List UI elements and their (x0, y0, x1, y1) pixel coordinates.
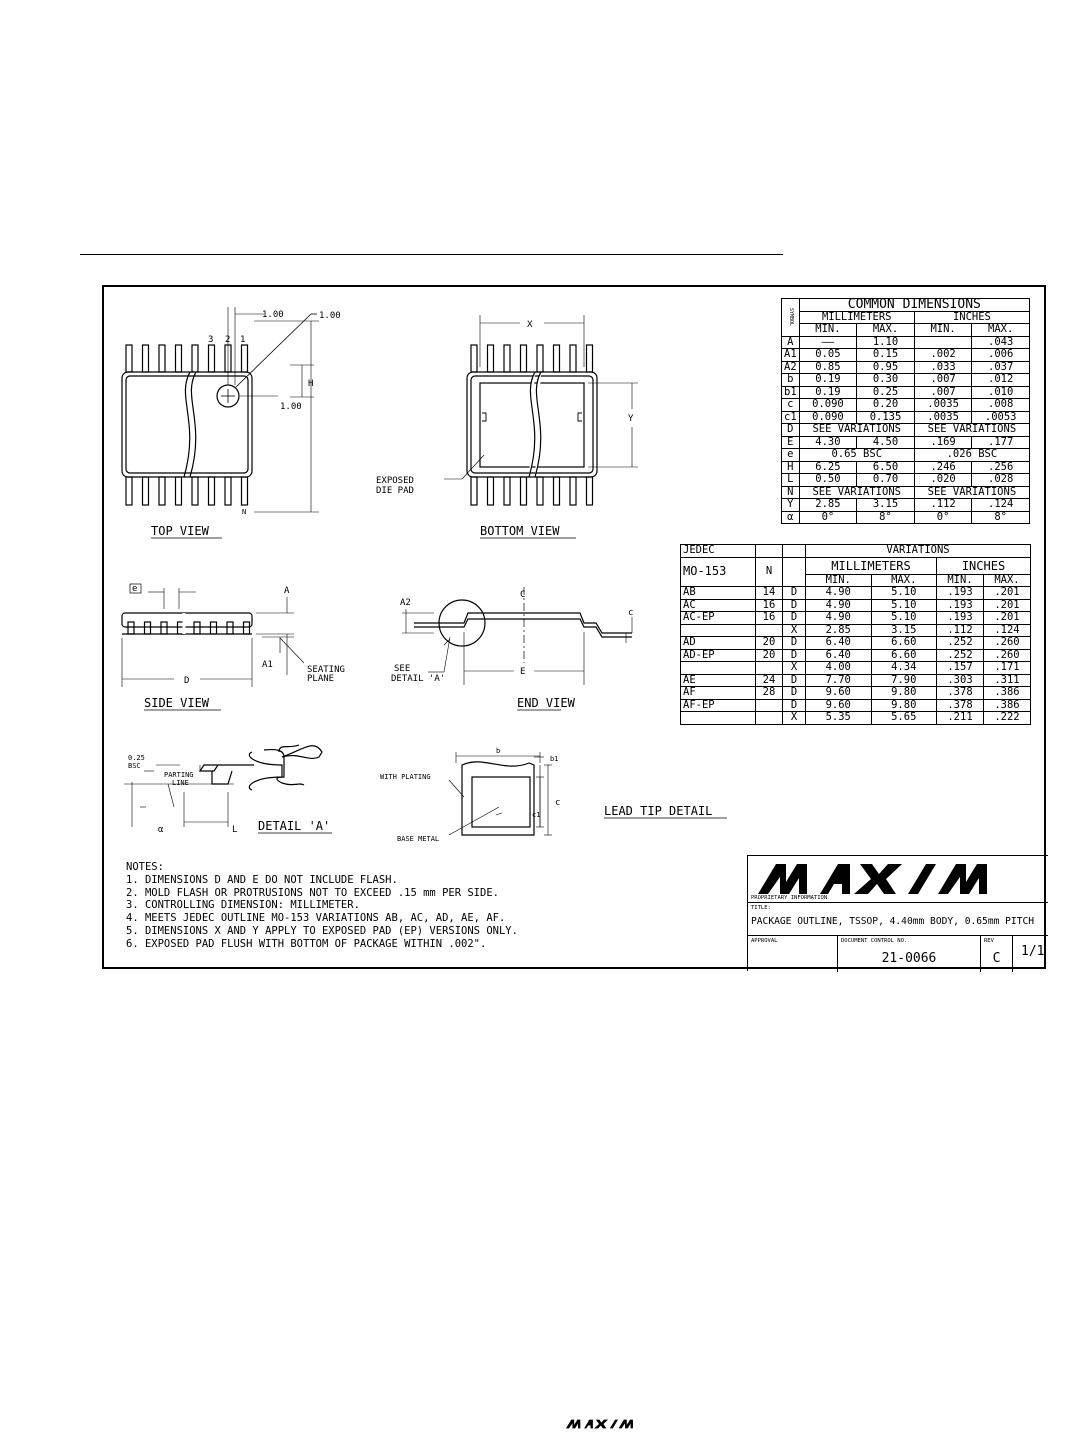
common-row (782, 511, 1030, 524)
dim-symbol-cell: D (783, 699, 806, 712)
mm-min-cell: 0.090 (799, 411, 857, 424)
footer-maxim-logo (566, 1418, 642, 1430)
variation-row (681, 662, 1031, 675)
mm-max-cell: 5.10 (871, 612, 937, 625)
pin-count-cell (756, 624, 783, 637)
mo-153-label: MO-153 (681, 557, 756, 587)
pin-count-cell: 24 (756, 674, 783, 687)
in-min-cell: .002 (914, 349, 972, 362)
dim-symbol-cell: D (783, 674, 806, 687)
mm-min-cell: 5.35 (806, 712, 872, 725)
in-max-cell: .124 (972, 499, 1030, 512)
common-row (782, 474, 1030, 487)
symbol-header: SYMBOL (782, 299, 800, 337)
dim-symbol-cell: D (783, 649, 806, 662)
bsc-label-1: 0.25 (128, 754, 145, 762)
in-min-cell: .157 (937, 662, 984, 675)
rev-label: REV (984, 938, 994, 944)
in-min-cell: .303 (937, 674, 984, 687)
in-min-cell: 0° (914, 511, 972, 524)
pin-n-label: N (242, 508, 247, 516)
symbol-cell: L (782, 474, 800, 487)
variation-row (681, 699, 1031, 712)
in-max-cell: .311 (984, 674, 1031, 687)
dim-e-pitch-label: e (132, 584, 138, 594)
document-control-cell (838, 936, 981, 972)
mm-max-cell: 0.25 (857, 386, 915, 399)
mm-max-cell: 8° (857, 511, 915, 524)
symbol-cell: A (782, 336, 800, 349)
in-min-cell: .169 (914, 436, 972, 449)
in-max-cell: .0053 (972, 411, 1030, 424)
title-block (747, 855, 1048, 971)
mm-max-cell: 0.95 (857, 361, 915, 374)
seating-plane-label-1: SEATING (307, 665, 345, 675)
pin-count-cell: 28 (756, 687, 783, 700)
parting-line-label-1: PARTING (164, 771, 194, 779)
mm-min-cell: 7.70 (806, 674, 872, 687)
exposed-label-2: DIE PAD (376, 486, 414, 496)
n-header: N (756, 557, 783, 587)
pin-count-cell: 20 (756, 637, 783, 650)
variations-table (680, 544, 1031, 725)
dim-symbol-cell: X (783, 712, 806, 725)
base-metal-label: BASE METAL (397, 835, 440, 843)
in-max-cell: .124 (984, 624, 1031, 637)
variant-code-cell: AC-EP (681, 612, 756, 625)
note-item: 4. MEETS JEDEC OUTLINE MO-153 VARIATIONS AB, AC, AD, AE, AF. (126, 912, 506, 925)
common-dimensions-table (781, 298, 1030, 524)
see-detail-label-2: DETAIL 'A' (391, 674, 446, 684)
dim-symbol-cell: X (783, 624, 806, 637)
mm-min-cell: 6.40 (806, 649, 872, 662)
variation-row (681, 674, 1031, 687)
dim-c-lead-label: c (555, 798, 561, 808)
symbol-cell: A2 (782, 361, 800, 374)
mm-max-cell: 3.15 (871, 624, 937, 637)
mm-min-cell: 6.40 (806, 637, 872, 650)
mm-span-cell: 0.65 BSC (799, 449, 914, 462)
dim-1-00-b: 1.00 (319, 311, 341, 321)
variation-row (681, 637, 1031, 650)
common-row (782, 424, 1030, 437)
common-row (782, 336, 1030, 349)
pin-count-cell (756, 712, 783, 725)
see-detail-label-1: SEE (394, 664, 411, 674)
pin-count-cell: 16 (756, 612, 783, 625)
in-max-cell: .201 (984, 612, 1031, 625)
common-mm-header: MILLIMETERS (799, 311, 914, 324)
in-max-cell: .260 (984, 649, 1031, 662)
dim-x-label: X (527, 320, 533, 330)
in-max-cell: .386 (984, 687, 1031, 700)
symbol-cell: b1 (782, 386, 800, 399)
bottom-view-drawing (444, 315, 638, 505)
symbol-cell: e (782, 449, 800, 462)
common-row (782, 449, 1030, 462)
in-max-cell: .012 (972, 374, 1030, 387)
lead-tip-detail-drawing (449, 752, 552, 835)
in-max-cell: .010 (972, 386, 1030, 399)
in-min-cell: .020 (914, 474, 972, 487)
symbol-cell: c1 (782, 411, 800, 424)
centerline-label: C (520, 590, 526, 600)
mm-max-cell: 0.15 (857, 349, 915, 362)
top-view-caption: TOP VIEW (151, 524, 209, 538)
in-min-cell: .378 (937, 687, 984, 700)
lead-tip-caption: LEAD TIP DETAIL (604, 804, 713, 818)
in-max-cell: .028 (972, 474, 1030, 487)
dim-e-label: E (520, 667, 526, 677)
mm-max-cell: 7.90 (871, 674, 937, 687)
in-max-cell: .043 (972, 336, 1030, 349)
mm-max-cell: 9.80 (871, 699, 937, 712)
mm-min-cell: 0° (799, 511, 857, 524)
symbol-cell: N (782, 486, 800, 499)
symbol-cell: Y (782, 499, 800, 512)
in-min-cell: .252 (937, 637, 984, 650)
in-max-cell: .201 (984, 599, 1031, 612)
in-min-cell: .0035 (914, 399, 972, 412)
pin-count-cell (756, 662, 783, 675)
common-in-header: INCHES (914, 311, 1029, 324)
sheet-cell (1013, 936, 1049, 972)
maxim-logo (758, 864, 1018, 894)
in-max-cell: .037 (972, 361, 1030, 374)
dim-c1-label: c1 (532, 811, 541, 819)
var-mm-max: MAX. (871, 574, 937, 587)
common-row (782, 499, 1030, 512)
in-span-cell: .026 BSC (914, 449, 1029, 462)
mm-min-cell: 0.85 (799, 361, 857, 374)
variation-row (681, 687, 1031, 700)
var-in-header: INCHES (937, 557, 1031, 574)
pin-count-cell (756, 699, 783, 712)
in-min-cell: .252 (937, 649, 984, 662)
title-row (748, 903, 1048, 936)
mm-min-cell: 6.25 (799, 461, 857, 474)
mm-min-cell: 0.090 (799, 399, 857, 412)
dim-l-label: L (232, 825, 238, 835)
mm-max-cell: 0.135 (857, 411, 915, 424)
mm-span-cell: SEE VARIATIONS (799, 424, 914, 437)
symbol-cell: D (782, 424, 800, 437)
note-item: 2. MOLD FLASH OR PROTRUSIONS NOT TO EXCEED .15 mm PER SIDE. (126, 886, 499, 899)
mm-min-cell: 2.85 (799, 499, 857, 512)
dim-a1-label: A1 (262, 660, 273, 670)
symbol-cell: H (782, 461, 800, 474)
variant-code-cell: AE (681, 674, 756, 687)
in-min-cell: .193 (937, 612, 984, 625)
symbol-cell: b (782, 374, 800, 387)
in-max-cell: .256 (972, 461, 1030, 474)
seating-plane-label-2: PLANE (307, 674, 335, 684)
sheet-number: 1/1 (1021, 944, 1045, 959)
in-span-cell: SEE VARIATIONS (914, 424, 1029, 437)
dim-a-label: A (284, 586, 290, 596)
mm-min-cell: 0.19 (799, 374, 857, 387)
title-block-logo-row (748, 856, 1048, 903)
header-rule (80, 254, 783, 255)
approval-label: APPROVAL (751, 938, 778, 944)
mm-max-cell: 4.34 (871, 662, 937, 675)
mm-max-cell: 6.60 (871, 637, 937, 650)
in-max-cell: .222 (984, 712, 1031, 725)
variant-code-cell: AC (681, 599, 756, 612)
var-mm-header: MILLIMETERS (806, 557, 937, 574)
mm-min-cell: 0.50 (799, 474, 857, 487)
dim-y-label: Y (628, 414, 634, 424)
in-min-cell: .112 (914, 499, 972, 512)
pin-2-label: 2 (225, 335, 231, 345)
notes-block (126, 861, 518, 951)
dim-a2-label: A2 (400, 598, 411, 608)
mm-min-cell: 2.85 (806, 624, 872, 637)
dim-alpha-label: α (158, 825, 164, 835)
in-max-cell: .201 (984, 587, 1031, 600)
variant-code-cell: AB (681, 587, 756, 600)
mm-min-cell: —— (799, 336, 857, 349)
in-min-cell: .193 (937, 599, 984, 612)
in-min-cell: .193 (937, 587, 984, 600)
dim-b1-label: b1 (550, 755, 559, 763)
variation-row (681, 649, 1031, 662)
bottom-view-caption: BOTTOM VIEW (480, 524, 560, 538)
doc-control-label: DOCUMENT CONTROL NO. (841, 938, 908, 944)
in-max-cell: .177 (972, 436, 1030, 449)
note-item: 1. DIMENSIONS D AND E DO NOT INCLUDE FLASH. (126, 873, 398, 886)
mm-min-cell: 0.05 (799, 349, 857, 362)
common-row (782, 386, 1030, 399)
variant-code-cell (681, 712, 756, 725)
note-item: 3. CONTROLLING DIMENSION: MILLIMETER. (126, 899, 360, 912)
mm-min-cell: 9.60 (806, 687, 872, 700)
approval-cell (748, 936, 838, 972)
package-title: PACKAGE OUTLINE, TSSOP, 4.40mm BODY, 0.65mm PITCH (751, 916, 1035, 927)
in-max-cell: .006 (972, 349, 1030, 362)
in-max-cell: .260 (984, 637, 1031, 650)
dim-h-label: H (308, 379, 314, 389)
symbol-cell: A1 (782, 349, 800, 362)
in-min-cell: .211 (937, 712, 984, 725)
in-span-cell: SEE VARIATIONS (914, 486, 1029, 499)
mm-min-cell: 4.90 (806, 599, 872, 612)
mm-span-cell: SEE VARIATIONS (799, 486, 914, 499)
document-number: 21-0066 (881, 951, 937, 966)
in-min-cell: .007 (914, 386, 972, 399)
pin-count-cell: 14 (756, 587, 783, 600)
in-min-cell: .033 (914, 361, 972, 374)
common-in-min: MIN. (914, 324, 972, 337)
in-min-cell: .246 (914, 461, 972, 474)
in-min-cell: .378 (937, 699, 984, 712)
parting-line-label-2: LINE (172, 779, 189, 787)
dim-b-label: b (496, 747, 501, 755)
common-row (782, 486, 1030, 499)
detail-a-drawing (124, 745, 322, 827)
title-label: TITLE: (751, 905, 771, 911)
in-min-cell: .0035 (914, 411, 972, 424)
common-row (782, 411, 1030, 424)
mm-max-cell: 9.80 (871, 687, 937, 700)
common-row (782, 461, 1030, 474)
mm-max-cell: 5.65 (871, 712, 937, 725)
mm-max-cell: 1.10 (857, 336, 915, 349)
title-bottom-row (748, 936, 1048, 972)
common-title: COMMON DIMENSIONS (799, 299, 1029, 312)
var-in-max: MAX. (984, 574, 1031, 587)
common-row (782, 361, 1030, 374)
variation-row (681, 624, 1031, 637)
mm-min-cell: 9.60 (806, 699, 872, 712)
pin-1-label: 1 (240, 335, 246, 345)
mm-min-cell: 0.19 (799, 386, 857, 399)
package-outline-drawing (102, 285, 1046, 969)
in-max-cell: .008 (972, 399, 1030, 412)
revision-value: C (992, 951, 1001, 966)
variant-code-cell: AD (681, 637, 756, 650)
mm-max-cell: 0.30 (857, 374, 915, 387)
pin-count-cell: 20 (756, 649, 783, 662)
proprietary-label: PROPRIETARY INFORMATION (751, 895, 828, 901)
note-item: 6. EXPOSED PAD FLUSH WITH BOTTOM OF PACKAGE WITHIN .002". (126, 937, 487, 950)
var-in-min: MIN. (937, 574, 984, 587)
mm-min-cell: 4.90 (806, 587, 872, 600)
dim-symbol-cell: D (783, 687, 806, 700)
variant-code-cell (681, 662, 756, 675)
detail-a-caption: DETAIL 'A' (258, 819, 331, 833)
common-in-max: MAX. (972, 324, 1030, 337)
mm-min-cell: 4.90 (806, 612, 872, 625)
end-view-drawing (402, 587, 632, 685)
dim-1-00-c: 1.00 (280, 402, 302, 412)
dim-c-label: c (628, 608, 634, 618)
bsc-label-2: BSC (128, 762, 141, 770)
mm-min-cell: 4.30 (799, 436, 857, 449)
mm-max-cell: 5.10 (871, 587, 937, 600)
common-row (782, 349, 1030, 362)
variation-row (681, 712, 1031, 725)
side-view-caption: SIDE VIEW (144, 696, 210, 710)
variation-row (681, 587, 1031, 600)
variant-code-cell: AF-EP (681, 699, 756, 712)
symbol-cell: c (782, 399, 800, 412)
common-mm-max: MAX. (857, 324, 915, 337)
mm-max-cell: 0.70 (857, 474, 915, 487)
in-max-cell: .386 (984, 699, 1031, 712)
common-row (782, 399, 1030, 412)
mm-max-cell: 3.15 (857, 499, 915, 512)
variant-code-cell: AD-EP (681, 649, 756, 662)
in-min-cell (914, 336, 972, 349)
dim-symbol-cell: D (783, 612, 806, 625)
variations-title: VARIATIONS (806, 545, 1031, 558)
note-item: 5. DIMENSIONS X AND Y APPLY TO EXPOSED PAD (EP) VERSIONS ONLY. (126, 924, 518, 937)
end-view-caption: END VIEW (517, 696, 575, 710)
mm-min-cell: 4.00 (806, 662, 872, 675)
mm-max-cell: 6.60 (871, 649, 937, 662)
mm-max-cell: 0.20 (857, 399, 915, 412)
variation-row (681, 612, 1031, 625)
common-row (782, 374, 1030, 387)
exposed-label-1: EXPOSED (376, 476, 414, 486)
var-mm-min: MIN. (806, 574, 872, 587)
in-max-cell: .171 (984, 662, 1031, 675)
jedec-header: JEDEC (681, 545, 756, 558)
in-min-cell: .112 (937, 624, 984, 637)
in-max-cell: 8° (972, 511, 1030, 524)
variant-code-cell (681, 624, 756, 637)
common-mm-min: MIN. (799, 324, 857, 337)
mm-max-cell: 5.10 (871, 599, 937, 612)
symbol-cell: E (782, 436, 800, 449)
mm-max-cell: 4.50 (857, 436, 915, 449)
dim-symbol-cell: D (783, 587, 806, 600)
dim-symbol-cell: D (783, 599, 806, 612)
common-row (782, 436, 1030, 449)
rev-cell (981, 936, 1013, 972)
pin-count-cell: 16 (756, 599, 783, 612)
side-view-drawing (122, 588, 304, 687)
dim-1-00-a: 1.00 (262, 310, 284, 320)
symbol-cell: α (782, 511, 800, 524)
variant-code-cell: AF (681, 687, 756, 700)
notes-heading: NOTES: (126, 861, 164, 873)
dim-symbol-cell: D (783, 637, 806, 650)
in-min-cell: .007 (914, 374, 972, 387)
dim-symbol-cell: X (783, 662, 806, 675)
pin-3-label: 3 (208, 335, 214, 345)
dim-d-label: D (184, 676, 190, 686)
with-plating-label: WITH PLATING (380, 773, 431, 781)
variation-row (681, 599, 1031, 612)
mm-max-cell: 6.50 (857, 461, 915, 474)
